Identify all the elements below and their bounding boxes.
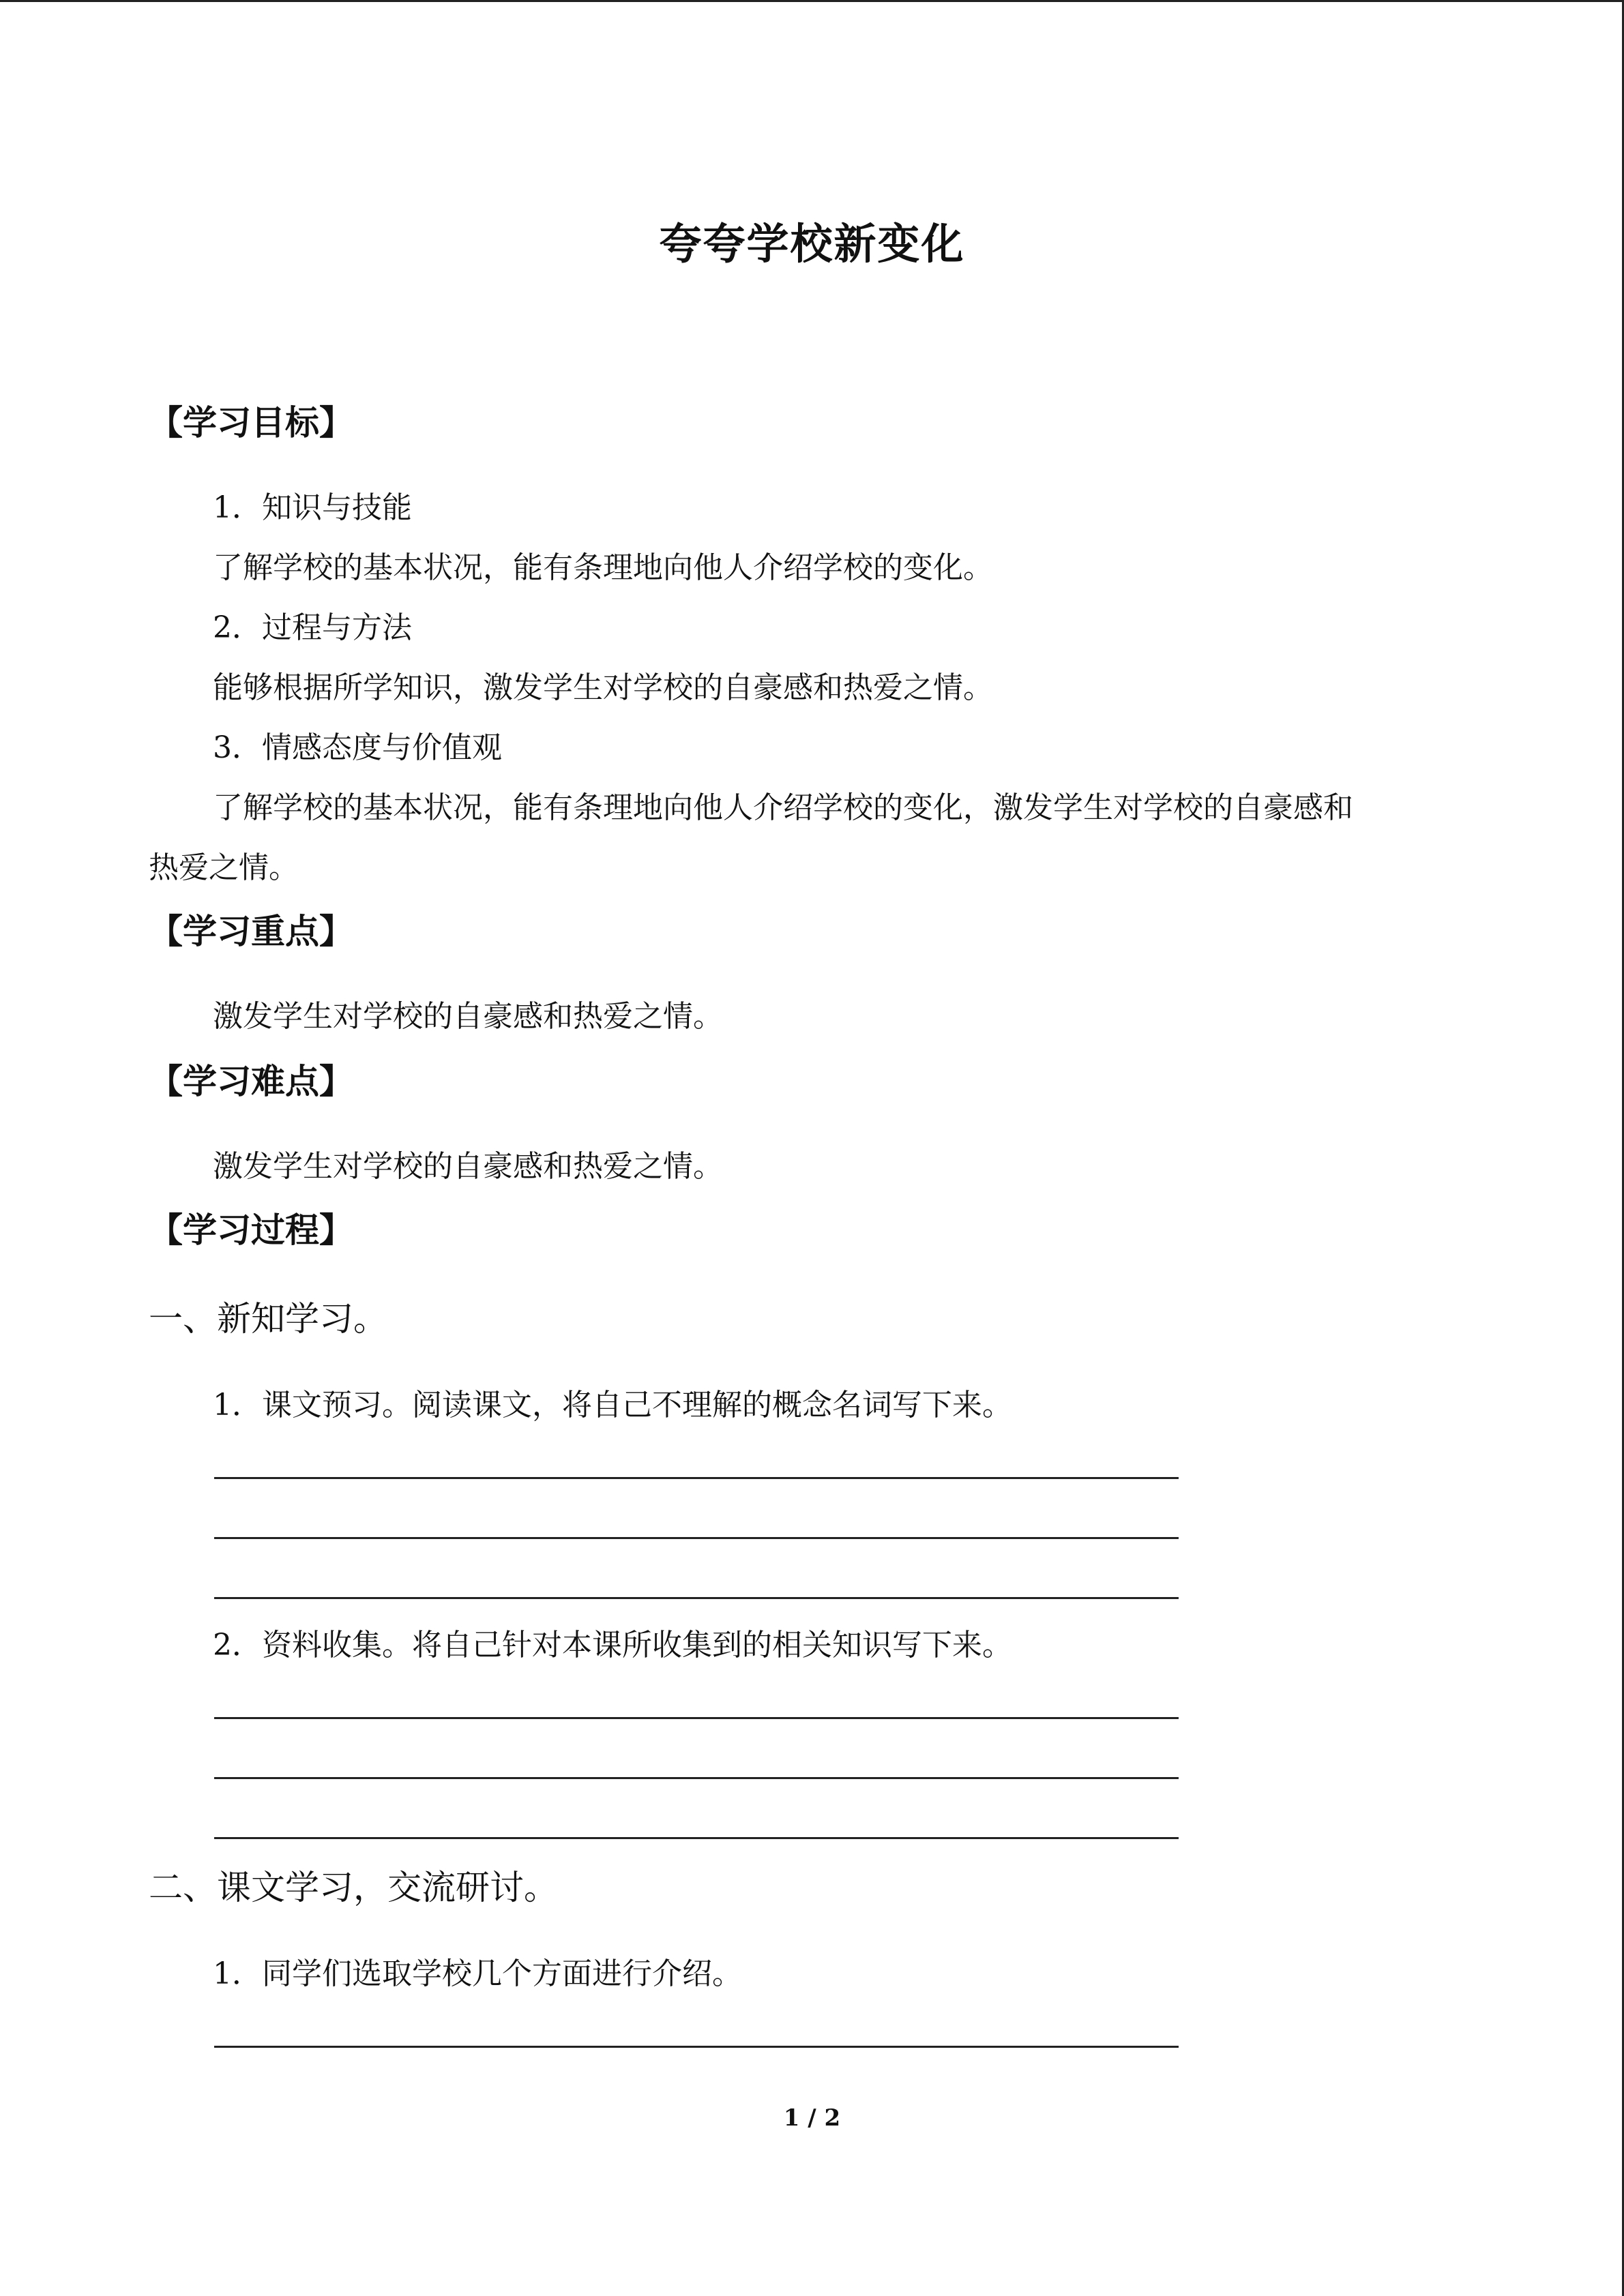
difficulties-text: 激发学生对学校的自豪感和热爱之情。 (213, 1149, 723, 1184)
key-points-text: 激发学生对学校的自豪感和热爱之情。 (213, 999, 723, 1034)
answer-line[interactable] (214, 1597, 1179, 1599)
answer-line[interactable] (214, 1717, 1179, 1719)
objective-3-label: 3．情感态度与价值观 (213, 730, 502, 765)
objectives-heading: 【学习目标】 (149, 402, 353, 443)
answer-line[interactable] (214, 1537, 1179, 1539)
section-2-title: 二、课文学习，交流研讨。 (149, 1868, 558, 1907)
section-1-title: 一、新知学习。 (149, 1299, 387, 1339)
page-title: 夸夸学校新变化 (659, 219, 965, 269)
difficulties-heading: 【学习难点】 (149, 1061, 353, 1101)
answer-line[interactable] (214, 1837, 1179, 1839)
section-1-question-1: 1．课文预习。阅读课文，将自己不理解的概念名词写下来。 (213, 1388, 1012, 1422)
process-heading: 【学习过程】 (149, 1210, 353, 1250)
objective-3-text-line1: 了解学校的基本状况，能有条理地向他人介绍学校的变化，激发学生对学校的自豪感和 (213, 790, 1353, 825)
answer-line[interactable] (214, 1777, 1179, 1779)
answer-line[interactable] (214, 1477, 1179, 1479)
page-number: 1 / 2 (783, 2104, 841, 2132)
section-2-question-1: 1．同学们选取学校几个方面进行介绍。 (213, 1956, 742, 1991)
key-points-heading: 【学习重点】 (149, 911, 353, 951)
section-1-question-2: 2．资料收集。将自己针对本课所收集到的相关知识写下来。 (213, 1628, 1012, 1663)
objective-2-label: 2．过程与方法 (213, 610, 412, 645)
objective-2-text: 能够根据所学知识，激发学生对学校的自豪感和热爱之情。 (213, 670, 993, 705)
objective-3-text-line2: 热爱之情。 (149, 850, 299, 885)
objective-1-text: 了解学校的基本状况，能有条理地向他人介绍学校的变化。 (213, 550, 993, 585)
objective-1-label: 1．知识与技能 (213, 490, 412, 525)
top-border (0, 0, 1624, 2)
answer-line[interactable] (214, 2046, 1179, 2048)
